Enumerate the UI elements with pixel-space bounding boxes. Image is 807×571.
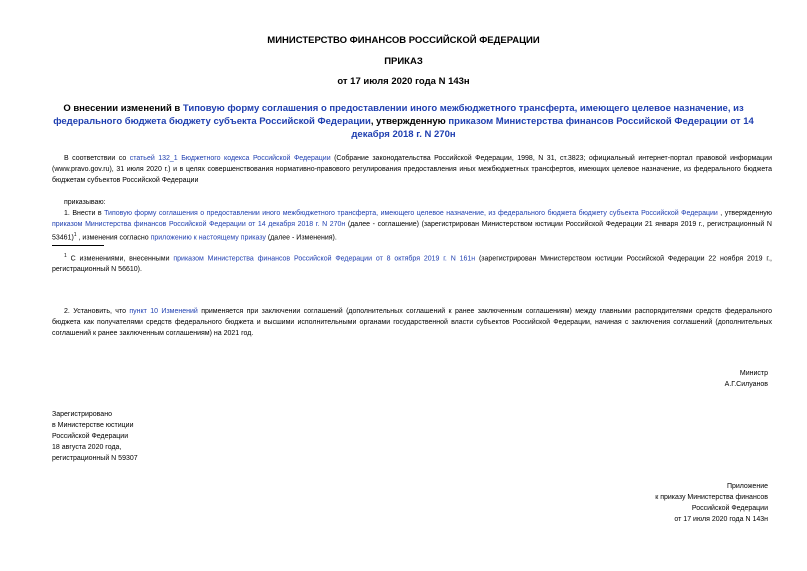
item-2-text-2: применяется при заключении соглашений (дополнительных соглашений к ранее заключенным соглашениям) между главными распорядителями средств федерального бюджета как получателями средств федерального бюджета и высшими исполнительными органами государственной власти субъектов Российской Федерации, начиная с заключения соглашений (дополнительных соглашений к ранее заключенным соглашениям) на 2021 год.	[52, 308, 772, 337]
title-middle: , утвержденную	[370, 116, 449, 127]
minister-title: Министр	[739, 370, 768, 377]
footnote-text-2: (зарегистрирован Министерством юстиции Российской Федерации 22 ноября 2019 г., регистрационный N 56610).	[52, 255, 772, 274]
document-date-number: от 17 июля 2020 года N 143н	[337, 76, 470, 87]
budget-code-link[interactable]: статьей 132_1 Бюджетного кодекса Российской Федерации	[129, 155, 331, 162]
item-1-text-5: (далее - Изменения).	[265, 234, 337, 242]
footnote-order-link[interactable]: приказом Министерства финансов Российской Федерации от 8 октября 2019 г. N 161н	[173, 255, 476, 263]
registration-line: Российской Федерации	[52, 433, 129, 440]
appendix-line: от 17 июля 2020 года N 143н	[674, 516, 768, 523]
footnote-marker: 1	[64, 253, 67, 259]
registration-line: регистрационный N 59307	[52, 455, 138, 462]
preamble-text-1: В соответствии со	[64, 155, 130, 162]
item-2-text-1: 2. Установить, что	[64, 308, 130, 315]
item-10-link[interactable]: пункт 10 Изменений	[129, 308, 198, 315]
item-1-text-3: (далее - соглашение) (зарегистрирован Министерством юстиции Российской Федерации 21 января 2019 г., регистрационный N 53461)	[52, 221, 772, 242]
appendix-line: к приказу Министерства финансов	[655, 494, 768, 501]
item-1-paragraph	[52, 208, 772, 243]
item-2-paragraph	[52, 306, 772, 339]
minister-name: А.Г.Силуанов	[724, 381, 768, 388]
preamble-paragraph	[52, 153, 772, 186]
item-1-text-4: , изменения согласно	[76, 234, 151, 242]
item-1-order-link[interactable]: приказом Министерства финансов Российской Федерации от 14 декабря 2018 г. N 270н	[52, 221, 346, 228]
preamble-text-2: (Собрание законодательства Российской Федерации, 1998, N 31, ст.3823; официальный интернет-портал правовой информации (www.pravo.gov.ru), 31 июля 2020 г.) и в целях совершенствования нормативно-правового регулирования предоставления иных межбюджетных трансфертов, имеющих целевое назначение, из федерального бюджета бюджетам субъектов Российской Федерации	[52, 155, 772, 184]
orders-word: приказываю:	[64, 199, 106, 206]
footnote-ref[interactable]: 1	[73, 232, 77, 238]
title-order-link[interactable]: приказом Министерства финансов Российской Федерации от 14 декабря 2018 г. N 270н	[351, 116, 754, 140]
ministry-heading: МИНИСТЕРСТВО ФИНАНСОВ РОССИЙСКОЙ ФЕДЕРАЦИИ	[267, 35, 540, 46]
appendix-link[interactable]: приложению к настоящему приказу	[150, 234, 266, 242]
footnote-text-1: С изменениями, внесенными	[66, 255, 174, 263]
item-1-text-1: 1. Внести в	[64, 210, 105, 217]
appendix-line: Российской Федерации	[691, 505, 768, 512]
document-type: ПРИКАЗ	[384, 56, 423, 67]
title-prefix: О внесении изменений в	[63, 103, 183, 114]
footnote-paragraph	[52, 251, 772, 275]
registration-line: 18 августа 2020 года,	[52, 444, 122, 451]
footnote-divider	[52, 245, 104, 246]
appendix-line: Приложение	[726, 483, 768, 490]
registration-line: Зарегистрировано	[52, 411, 112, 418]
registration-block	[52, 409, 138, 464]
document-title	[40, 102, 767, 141]
appendix-block	[560, 481, 768, 525]
item-1-text-2: , утвержденную	[717, 210, 773, 217]
registration-line: в Министерстве юстиции	[52, 422, 134, 429]
title-form-link[interactable]: Типовую форму соглашения о предоставлении иного межбюджетного трансферта, имеющего целевое назначение, из федерального бюджета бюджету субъекта Российской Федерации	[53, 103, 744, 127]
item-1-form-link[interactable]: Типовую форму соглашения о предоставлении иного межбюджетного трансферта, имеющего целевое назначение, из федерального бюджета бюджету субъекта Российской Федерации	[104, 210, 718, 217]
